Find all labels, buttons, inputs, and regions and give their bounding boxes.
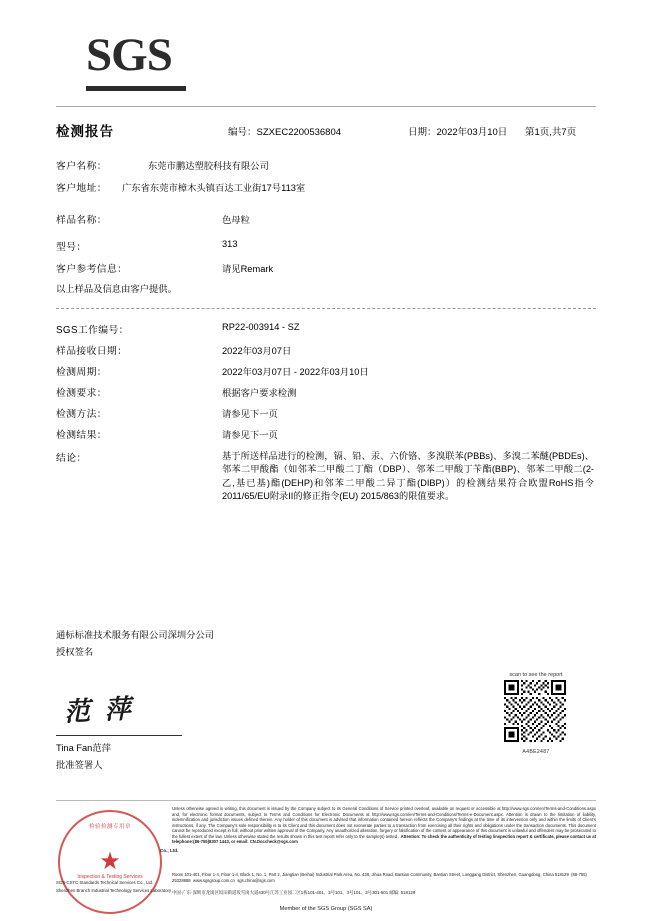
lab-name-line1: SGS-CSTC Standards Technical Services Co., Ltd. xyxy=(56,880,154,885)
sample-note: 以上样品及信息由客户提供。 xyxy=(56,284,177,294)
report-date-value: 2022年03月10日 xyxy=(436,127,508,138)
qr-code-image[interactable] xyxy=(504,680,566,742)
footer-address-cn: 中国·广东·深圳市龙岗区坂田街道坂雪岗大道430号江苏工业园二区1栋101-401、3号101、3号101、3号301-501 邮编: 518129 xyxy=(172,890,416,895)
report-date xyxy=(408,124,507,138)
stamp-bottom-text: Inspection & Testing Services xyxy=(77,874,143,880)
qr-code-block[interactable] xyxy=(504,672,568,755)
lab-name-line2: Shenzhen Branch Industrial Technology Services Laboratory xyxy=(56,888,172,893)
test-method-label: 检测方法： xyxy=(56,409,107,420)
client-address-label: 客户地址： xyxy=(56,183,107,194)
footer-web: www.sgsgroup.com.cn xyxy=(192,877,235,883)
report-date-label: 日期： xyxy=(408,127,437,138)
sample-name-label: 样品名称： xyxy=(56,215,107,226)
client-reference-label: 客户参考信息： xyxy=(56,264,128,275)
test-method-value: 请参见下一页 xyxy=(222,409,278,419)
footer-address-en xyxy=(172,872,596,884)
client-name-value: 东莞市鹏达塑胶科技有限公司 xyxy=(148,161,269,171)
inspection-stamp xyxy=(58,810,162,914)
sgs-logo: SGS xyxy=(86,29,172,81)
authorized-signature-label: 授权签名 xyxy=(56,647,94,657)
sample-received-date-label: 样品接收日期： xyxy=(56,346,128,357)
footer-tel: (86-755) 25328888 xyxy=(172,872,587,883)
sgs-job-no-value: RP22-003914 - SZ xyxy=(222,322,300,332)
section-divider-top xyxy=(56,308,596,309)
qr-caption: scan to see the report xyxy=(509,672,563,678)
model-value: 313 xyxy=(222,239,238,249)
client-reference-value: 请见Remark xyxy=(222,264,274,274)
footer-divider xyxy=(56,800,596,801)
report-number-value: SZXEC2200536804 xyxy=(256,127,342,138)
model-label: 型号： xyxy=(56,242,87,253)
lab-company-suffix: Co., Ltd. xyxy=(160,848,179,853)
client-name-label: 客户名称： xyxy=(56,161,107,172)
footer-email: sgs.china@sgs.com xyxy=(237,877,275,883)
signer-role: 批准签署人 xyxy=(56,760,103,770)
stamp-top-text: 检验检测专用章 xyxy=(88,824,131,830)
signature-line xyxy=(56,735,182,736)
test-requested-value: 根据客户要求检测 xyxy=(222,388,297,398)
conclusion-label: 结论： xyxy=(56,453,87,464)
page-title: 检测报告 xyxy=(56,124,114,139)
signer-name: Tina Fan范萍 xyxy=(56,743,111,753)
footer-member: Member of the SGS Group (SGS SA) xyxy=(279,906,373,912)
footer-disclaimer-text: Unless otherwise agreed in writing, this document is issued by the Company subject to its General Conditions of Service printed overleaf, available on request or accessible at http://www.sgs.com/en/Terms-and-Conditions.aspx and, for electronic format documents, subject to Terms and Conditions for Electronic Documents at http://www.sgs.com/en/Terms-and-Conditions/Terms-e-Document.aspx. Attention is drawn to the limitation of liability, indemnification and jurisdiction issues defined therein. Any holder of this document is advised that information contained hereon reflects the Company's findings at the time of its intervention only and within the limits of Client's instructions, if any. The Company's sole responsibility is to its Client and this document does not exonerate parties to a transaction from exercising all their rights and obligations under the transaction documents. This document cannot be reproduced except in full, without prior written approval of the Company. Any unauthorized alteration, forgery or falsification of the content or appearance of this document is unlawful and offenders may be prosecuted to the fullest extent of the law. Unless otherwise stated the results shown in this test report refer only to the sample(s) tested . xyxy=(172,806,596,839)
test-requested-label: 检测要求： xyxy=(56,388,107,399)
test-results-value: 请参见下一页 xyxy=(222,430,278,440)
client-address-value: 广东省东莞市樟木头镇百达工业街17号113室 xyxy=(122,183,306,193)
test-results-label: 检测结果： xyxy=(56,430,107,441)
sample-name-value: 色母粒 xyxy=(222,215,250,225)
sgs-job-no-label: SGS工作编号： xyxy=(56,325,129,336)
report-number xyxy=(228,124,341,138)
testing-period-label: 检测周期： xyxy=(56,367,107,378)
footer-disclaimer xyxy=(172,806,596,845)
footer-address-en-text: Room 101-401, Floor 1-4, Floor 1-4, Block 1, No. 1, Part 2, Jiangtian (Beihai) Industrial Park Area, No. 430, Jihua Road, Bantian Community, Bantian Street, Longgang District, Shenzhen, Guangdong, China 518129 xyxy=(172,872,569,877)
testing-period-value: 2022年03月07日 - 2022年03月10日 xyxy=(222,367,369,377)
handwritten-signature: 范 萍 xyxy=(63,694,136,727)
logo-underline xyxy=(86,86,186,91)
footer-attention-text: Attention: To check the authenticity of testing /inspection report & certificate, please contact us at telephone:(86-755)8307 1443, or email: CN.Doccheck@sgs.com xyxy=(172,833,597,845)
conclusion-text: 基于所送样品进行的检测，镉、铅、汞、六价铬、多溴联苯(PBBs)、多溴二苯醚(PBDEs)、邻苯二甲酸酯（如邻苯二甲酸二丁酯（DBP）、邻苯二甲酸丁苄酯(BBP)、邻苯二甲酸二(2-乙,基已基)酯(DEHP)和邻苯二甲酸二异丁酯(DIBP)）的检测结果符合欧盟RoHS指令2011/65/EU附录II的修正指令(EU) 2015/863的限值要求。 xyxy=(222,451,594,502)
star-icon: ★ xyxy=(99,848,121,875)
signing-company: 通标标准技术服务有限公司深圳分公司 xyxy=(56,630,215,640)
report-number-label: 编号： xyxy=(228,127,257,138)
sample-received-date-value: 2022年03月07日 xyxy=(222,346,292,356)
qr-id: A4BE2487 xyxy=(522,749,550,755)
page-indicator: 第1页,共7页 xyxy=(525,127,577,138)
header-divider xyxy=(56,106,596,107)
